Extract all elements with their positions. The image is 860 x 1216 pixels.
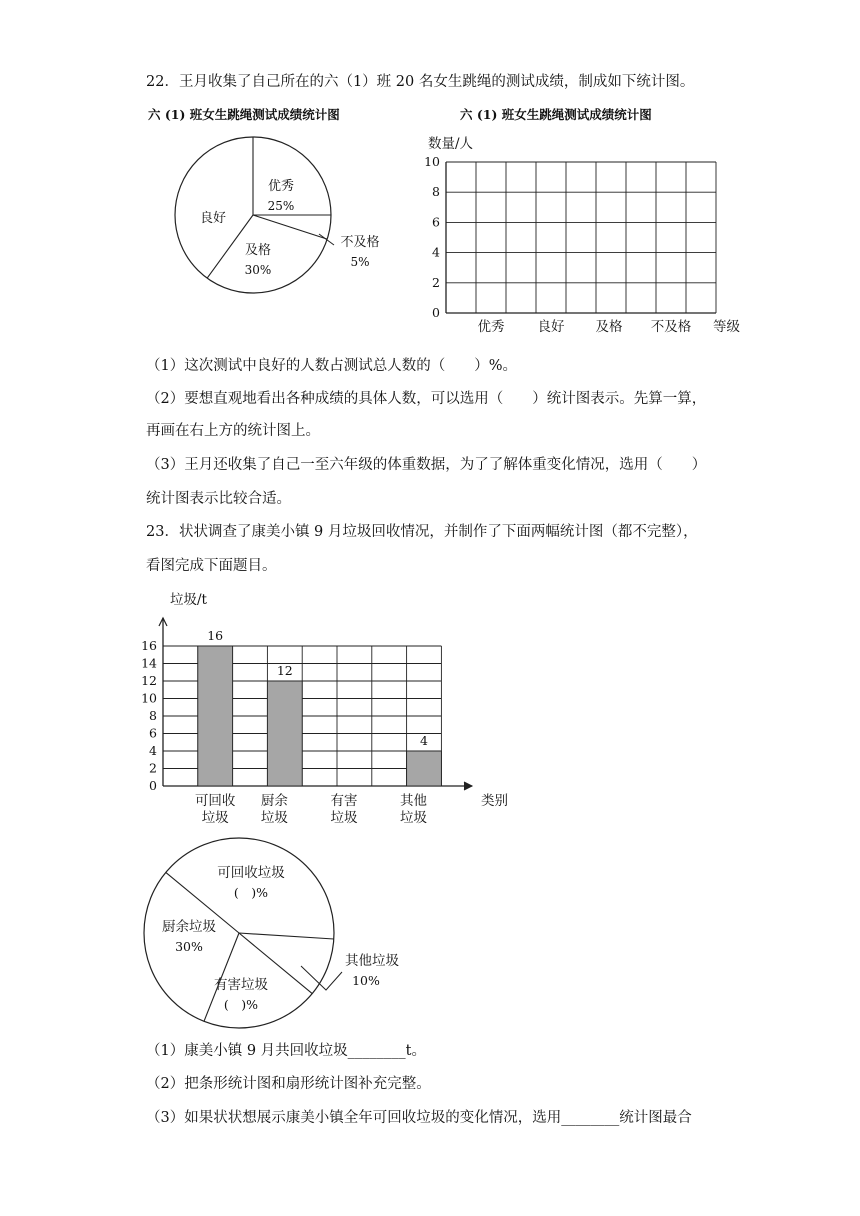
q23-bar-bar <box>407 751 442 786</box>
q23-bar-category-label: 有害 <box>330 793 358 809</box>
q23-bar-y-tick-label: 6 <box>149 725 157 741</box>
q22-bar-y-tick-label: 8 <box>432 184 440 200</box>
q23-bar-bar-value-label: 16 <box>207 628 224 643</box>
q23-pie-slice-percent-1: 10% <box>352 973 380 988</box>
q22-pie-slice-label-1: 不及格 <box>340 235 380 250</box>
q23-bar-y-tick-label: 10 <box>141 690 157 706</box>
q23-intro-line2: 看图完成下面题目。 <box>146 558 277 574</box>
q23-bar-category-label: 其他 <box>400 793 428 809</box>
q23-bar-category-label: 垃圾 <box>260 810 288 826</box>
q22-bar-category-label: 优秀 <box>477 319 505 335</box>
q22-pie-slice-percent-2: 30% <box>244 263 272 277</box>
q23-bar-y-axis-label: 垃圾/t <box>170 592 207 608</box>
q23-bar-y-tick-label: 12 <box>141 673 157 688</box>
q22-bar-y-tick-label: 0 <box>432 305 440 320</box>
q23-bar-y-tick-label: 16 <box>141 638 157 653</box>
q23-intro-line1: 23．状状调查了康美小镇 9 月垃圾回收情况，并制作了下面两幅统计图（都不完整）， <box>146 524 698 540</box>
q23-pie-slice-label-1: 其他垃圾 <box>345 953 399 969</box>
q22-pie-slice-percent-1: 5% <box>350 255 370 269</box>
q22-pie-slice-label-2: 及格 <box>244 243 272 258</box>
q23-bar-category-label: 可回收 <box>194 793 236 809</box>
q23-bar-bar-value-label: 4 <box>420 733 428 748</box>
q23-sub2: （2）把条形统计图和扇形统计图补充完整。 <box>146 1076 431 1092</box>
q22-bar-y-tick-label: 10 <box>424 154 440 169</box>
q23-bar-y-tick-label: 0 <box>149 778 157 793</box>
q23-bar-x-axis-arrow <box>464 782 472 790</box>
q23-bar-bar <box>267 681 302 786</box>
q23-pie-slice-label-2: 有害垃圾 <box>214 977 268 993</box>
q22-pie-title: 六 (1) 班女生跳绳测试成绩统计图 <box>148 107 340 122</box>
q22-bar-category-label: 不及格 <box>650 319 692 335</box>
q22-bar-y-tick-label: 2 <box>432 274 440 290</box>
q23-pie-slice-label-0: 可回收垃圾 <box>217 865 285 881</box>
q22-bar-x-axis-label: 等级 <box>713 319 740 335</box>
q22-bar-title: 六 (1) 班女生跳绳测试成绩统计图 <box>460 107 652 122</box>
q22-sub1: （1）这次测试中良好的人数占测试总人数的（ ）%。 <box>146 358 518 374</box>
q23-sub3: （3）如果状状想展示康美小镇全年可回收垃圾的变化情况，选用________统计图最合 <box>146 1110 692 1126</box>
q22-sub3-line2: 统计图表示比较合适。 <box>146 491 291 507</box>
q23-bar-category-label: 垃圾 <box>330 810 358 826</box>
q22-sub2-line2: 再画在右上方的统计图上。 <box>146 423 320 439</box>
q23-bar-bar <box>198 646 233 786</box>
q23-pie-slice-percent-2: ( )% <box>223 997 259 1012</box>
q22-sub3-line1: （3）王月还收集了自己一至六年级的体重数据，为了了解体重变化情况，选用（ ） <box>146 457 707 473</box>
q23-bar-category-label: 厨余 <box>260 793 288 809</box>
q23-pie-slice-percent-3: 30% <box>175 939 203 954</box>
q23-bar-y-tick-label: 2 <box>149 760 157 776</box>
q23-pie-slice-percent-0: ( )% <box>233 885 269 900</box>
q23-bar-bar-value-label: 12 <box>276 663 293 678</box>
q22-bar-y-axis-label: 数量/人 <box>428 136 474 152</box>
q23-bar-category-label: 垃圾 <box>201 810 229 826</box>
q22-pie-slice-label-3: 良好 <box>199 211 227 226</box>
q22-bar-category-label: 及格 <box>595 319 623 335</box>
q23-bar-y-tick-label: 14 <box>141 655 157 671</box>
q22-bar-y-tick-label: 4 <box>432 244 440 260</box>
q22-bar-y-tick-label: 6 <box>432 214 440 230</box>
q22-pie-slice-percent-0: 25% <box>267 199 295 213</box>
q23-bar-y-tick-label: 4 <box>149 743 157 758</box>
q23-bar-x-axis-label: 类别 <box>481 793 508 809</box>
q22-pie-slice-label-0: 优秀 <box>267 179 295 194</box>
q23-bar-category-label: 垃圾 <box>400 810 428 826</box>
q22-intro: 22．王月收集了自己所在的六（1）班 20 名女生跳绳的测试成绩，制成如下统计图。 <box>146 74 695 90</box>
q23-bar-y-tick-label: 8 <box>149 708 157 723</box>
q22-bar-category-label: 良好 <box>537 319 565 335</box>
q23-sub1: （1）康美小镇 9 月共回收垃圾________t。 <box>146 1043 426 1059</box>
q22-sub2-line1: （2）要想直观地看出各种成绩的具体人数，可以选用（ ）统计图表示。先算一算， <box>146 391 707 407</box>
q23-pie-slice-label-3: 厨余垃圾 <box>162 919 216 935</box>
